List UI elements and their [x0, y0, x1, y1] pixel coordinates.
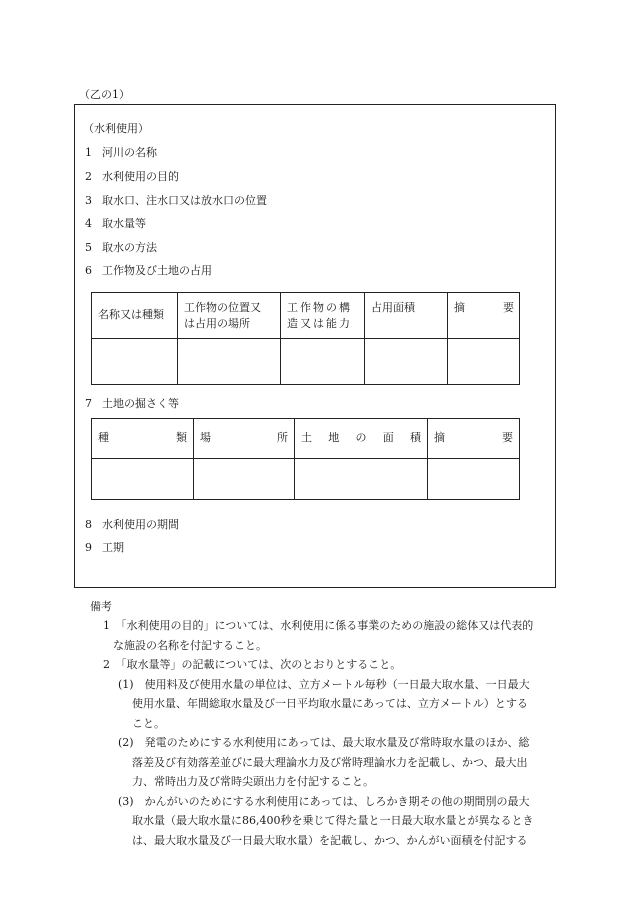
note-line: 落差及び有効落差並びに最大理論水力及び常時理論水力を記載し、かつ、最大出: [132, 756, 528, 769]
item-number: 7: [85, 397, 92, 410]
item-number: 9: [85, 541, 92, 554]
item-number: 2: [85, 170, 92, 183]
item-intake-location: [85, 192, 267, 208]
table-header-row: [92, 293, 520, 339]
header-char: 場: [200, 431, 211, 444]
item-construction-period: [85, 539, 124, 555]
item-label: 水利使用の目的: [102, 170, 179, 183]
note-line: 2 「取水量等」の記載については、次のとおりとすること。: [103, 658, 402, 671]
header-char: 摘: [454, 301, 465, 314]
header-char: 要: [503, 301, 514, 314]
header-char: 地: [328, 431, 340, 444]
header-cell-remarks: [448, 293, 520, 339]
item-label: 土地の掘さく等: [102, 397, 179, 410]
item-number: 3: [85, 194, 92, 207]
header-label: [428, 419, 519, 446]
header-char: 土: [301, 431, 312, 444]
empty-cell[interactable]: [365, 339, 448, 385]
table-row: [92, 339, 520, 385]
item-label: 取水量等: [102, 217, 146, 230]
item-structures: [85, 262, 212, 278]
header-cell-land-area: [295, 419, 428, 459]
empty-cell[interactable]: [178, 339, 281, 385]
item-river-name: [85, 144, 157, 160]
item-label: 水利使用の期間: [102, 518, 179, 531]
item-intake-amount: [85, 215, 146, 231]
empty-cell[interactable]: [92, 459, 194, 500]
header-label: 名称又は種類: [98, 308, 164, 321]
header-char: 積: [410, 431, 421, 444]
excavation-table: [91, 418, 520, 500]
empty-cell[interactable]: [428, 459, 520, 500]
header-cell-area: [365, 293, 448, 339]
header-cell-type: [92, 419, 194, 459]
item-label: 工作物及び土地の占用: [102, 264, 212, 277]
header-label: [194, 419, 294, 446]
item-label: 取水の方法: [102, 241, 157, 254]
note-line: こと。: [132, 717, 165, 730]
item-number: 4: [85, 217, 92, 230]
header-line: 工作物の構: [287, 301, 352, 314]
header-cell-remarks: [428, 419, 520, 459]
structures-table: [91, 292, 520, 385]
item-label: 工期: [102, 541, 124, 554]
note-line: (1) 使用料及び使用水量の単位は、立方メートル毎秒（一日最大取水量、一日最大: [118, 678, 530, 691]
form-label: （乙の1）: [79, 88, 130, 101]
header-label: [178, 293, 280, 332]
header-char: 種: [98, 431, 109, 444]
header-label: [281, 293, 364, 332]
empty-cell[interactable]: [281, 339, 365, 385]
item-label: 河川の名称: [102, 146, 157, 159]
header-label: [92, 419, 193, 446]
item-period: [85, 516, 179, 532]
item-number: 6: [85, 264, 92, 277]
note-line: (2) 発電のためにする水利使用にあっては、最大取水量及び常時取水量のほか、総: [118, 736, 530, 749]
header-char: の: [355, 431, 367, 444]
header-line: 造又は能力: [287, 317, 352, 330]
item-intake-method: [85, 239, 157, 255]
header-label: [448, 293, 519, 316]
header-cell-place: [194, 419, 295, 459]
header-char: 面: [382, 431, 394, 444]
header-char: 所: [277, 431, 288, 444]
header-line: 工作物の位置又: [184, 301, 261, 314]
item-excavation: [85, 395, 179, 411]
empty-cell[interactable]: [194, 459, 295, 500]
header-cell-structure: [281, 293, 365, 339]
table-header-row: [92, 419, 520, 459]
note-line: (3) かんがいのためにする水利使用にあっては、しろかき期その他の期間別の最大: [118, 795, 530, 808]
header-label: [295, 419, 427, 446]
header-line: は占用の場所: [184, 317, 250, 330]
item-label: 取水口、注水口又は放水口の位置: [102, 194, 267, 207]
empty-cell[interactable]: [448, 339, 520, 385]
note-line: 力、常時出力及び常時尖頭出力を付記すること。: [132, 775, 374, 788]
note-line: 取水量（最大取水量に86,400秒を乗じて得た量と一日最大取水量とが異なるとき: [132, 814, 534, 827]
header-cell-name: [92, 293, 178, 339]
note-line: 使用水量、年間総取水量及び一日平均取水量にあっては、立方メートル）とする: [132, 697, 528, 710]
note-line: 1 「水利使用の目的」については、水利使用に係る事業のための施設の総体又は代表的: [103, 619, 534, 632]
item-number: 5: [85, 241, 92, 254]
header-label: 占用面積: [371, 301, 415, 314]
empty-cell[interactable]: [92, 339, 178, 385]
item-number: 8: [85, 518, 92, 531]
note-line: な施設の名称を付記すること。: [113, 639, 267, 652]
notes-title: 備考: [90, 600, 112, 613]
table-row: [92, 459, 520, 500]
header-char: 要: [502, 431, 513, 444]
header-char: 摘: [434, 431, 445, 444]
section-title: （水利使用）: [83, 122, 149, 135]
item-purpose: [85, 168, 179, 184]
header-char: 類: [176, 431, 187, 444]
header-cell-location: [178, 293, 281, 339]
empty-cell[interactable]: [295, 459, 428, 500]
item-number: 1: [85, 146, 92, 159]
note-line: は、最大取水量及び一日最大取水量）を記載し、かつ、かんがい面積を付記する: [132, 834, 528, 847]
